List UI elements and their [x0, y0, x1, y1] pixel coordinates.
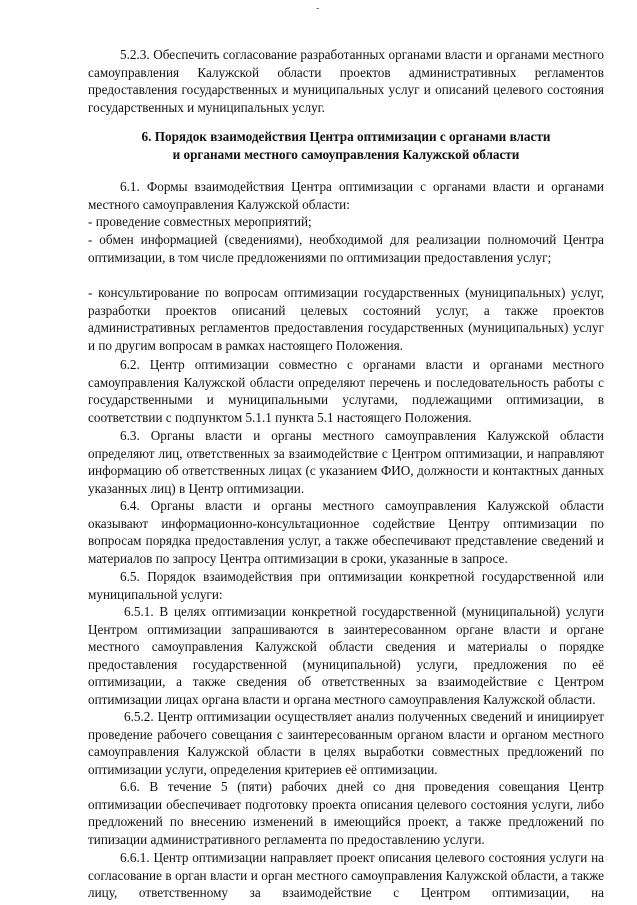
paragraph-6-1: 6.1. Формы взаимодействия Центра оптимизации с органами власти и органами местного самоуправления Калужской области: [88, 179, 604, 212]
paragraph-6-6: 6.6. В течение 5 (пяти) рабочих дней со дня проведения совещания Центр оптимизации обеспечивает подготовку проекта описания целевого состояния услуги, либо предложений по внесению изменений в имеющийся проект, а также предложений по типизации административного регламента по предоставлению услуги. [88, 779, 604, 847]
paragraph-6-4: 6.4. Органы власти и органы местного самоуправления Калужской области оказывают информационно-консультационное содействие Центру оптимизации по вопросам порядка предоставления услуг, а также обеспечивают представление сведений и материалов по запросу Центра оптимизации в сроки, указанные в запросе. [88, 498, 604, 566]
paragraph-6-1-item-1: - проведение совместных мероприятий; [88, 214, 312, 229]
section-6-heading-line-1: 6. Порядок взаимодействия Центра оптимизации с органами власти [141, 129, 551, 144]
paragraph-6-2: 6.2. Центр оптимизации совместно с органами власти и органами местного самоуправления Калужской области определяют перечень и последовательность работы с государственными и муниципальными услугами, подлежащими оптимизации, в соответствии с подпунктом 5.1.1 пункта 5.1 настоящего Положения. [88, 357, 604, 425]
paragraph-6-6-1: 6.6.1. Центр оптимизации направляет проект описания целевого состояния услуги на согласование в орган власти и орган местного самоуправления Калужской области, а также лицу, ответственному за взаимодействие с Центром оптимизации, на [88, 850, 604, 901]
paragraph-6-1-item-2: - обмен информацией (сведениями), необходимой для реализации полномочий Центра оптимизации, в том числе предложениями по оптимизации предоставления услуг; [88, 232, 604, 265]
paragraph-6-5-2: 6.5.2. Центр оптимизации осуществляет анализ полученных сведений и инициирует проведение рабочего совещания с заинтересованным органом власти и органом местного самоуправления Калужской области в целях выработки совместных предложений по оптимизации услуги, определения критериев её оптимизации. [88, 709, 604, 777]
paragraph-5-2-3: 5.2.3. Обеспечить согласование разработанных органами власти и органами местного самоуправления Калужской области проектов административных регламентов предоставления государственных и муниципальных услуг и описаний целевого состояния государственных и муниципальных услуг. [88, 47, 604, 115]
page-mark: - [316, 3, 320, 14]
section-6-heading-line-2: и органами местного самоуправления Калужской области [172, 147, 520, 162]
paragraph-6-3: 6.3. Органы власти и органы местного самоуправления Калужской области определяют лиц, ответственных за взаимодействие с Центром оптимизации, и направляют информацию об ответственных лицах (с указанием ФИО, должности и контактных данных указанных лиц) в Центр оптимизации. [88, 428, 604, 496]
paragraph-6-1-item-3: - консультирование по вопросам оптимизации государственных (муниципальных) услуг, разработки проектов описаний целевых состояний услуг, а также проектов административных регламентов предоставления государственных (муниципальных) услуг и по другим вопросам в рамках настоящего Положения. [88, 285, 604, 353]
paragraph-6-5: 6.5. Порядок взаимодействия при оптимизации конкретной государственной или муниципальной услуги: [88, 569, 604, 602]
paragraph-6-5-1: 6.5.1. В целях оптимизации конкретной государственной (муниципальной) услуги Центром оптимизации запрашиваются в заинтересованном органе власти и органе местного самоуправления Калужской области сведения и материалы о порядке предоставления государственной (муниципальной) услуги, предложения по её оптимизации, а также сведения об ответственных за взаимодействие с Центром оптимизации лицах органа власти и органа местного самоуправления Калужской области. [88, 604, 604, 707]
